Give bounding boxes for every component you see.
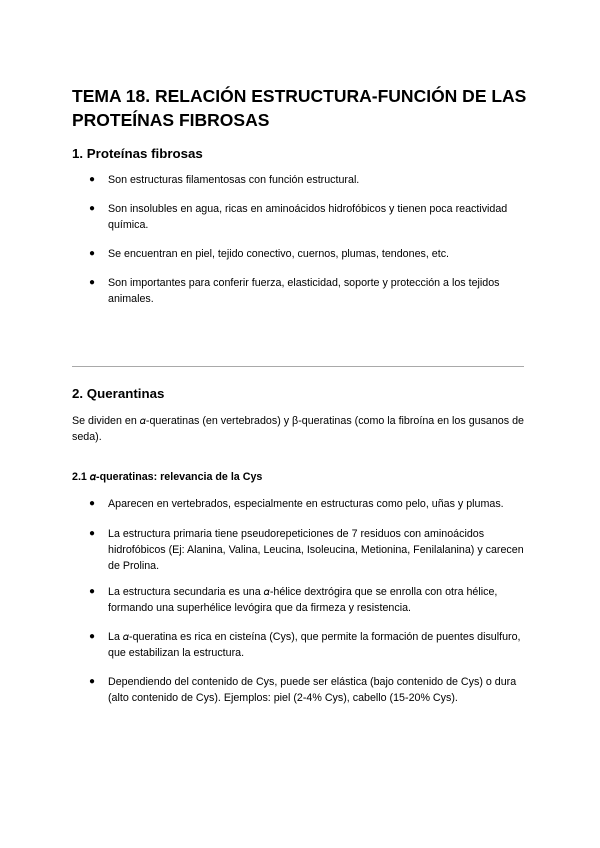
- bullet-icon: ●: [89, 586, 96, 597]
- section-1-heading: 1. Proteínas fibrosas: [72, 146, 203, 161]
- bullet-icon: ●: [89, 248, 96, 259]
- document-title: TEMA 18. RELACIÓN ESTRUCTURA-FUNCIÓN DE LAS PROTEÍNAS FIBROSAS: [72, 86, 527, 130]
- bullet-icon: ●: [89, 203, 96, 214]
- bullet-icon: ●: [89, 277, 96, 288]
- bullet-icon: ●: [89, 528, 96, 539]
- bullet-icon: ●: [89, 631, 96, 642]
- bullet-icon: ●: [89, 498, 96, 509]
- bullet-icon: ●: [89, 676, 96, 687]
- bullet-icon: ●: [89, 174, 96, 185]
- subsection-2-1-heading: 2.1 𝛼-queratinas: relevancia de la Cys: [72, 471, 263, 483]
- section-divider: [72, 366, 524, 367]
- section-2-heading: 2. Querantinas: [72, 386, 165, 401]
- section-2-intro: Se dividen en 𝛼-queratinas (en vertebrados) y β-queratinas (como la fibroína en los gusanos de seda).: [72, 415, 524, 443]
